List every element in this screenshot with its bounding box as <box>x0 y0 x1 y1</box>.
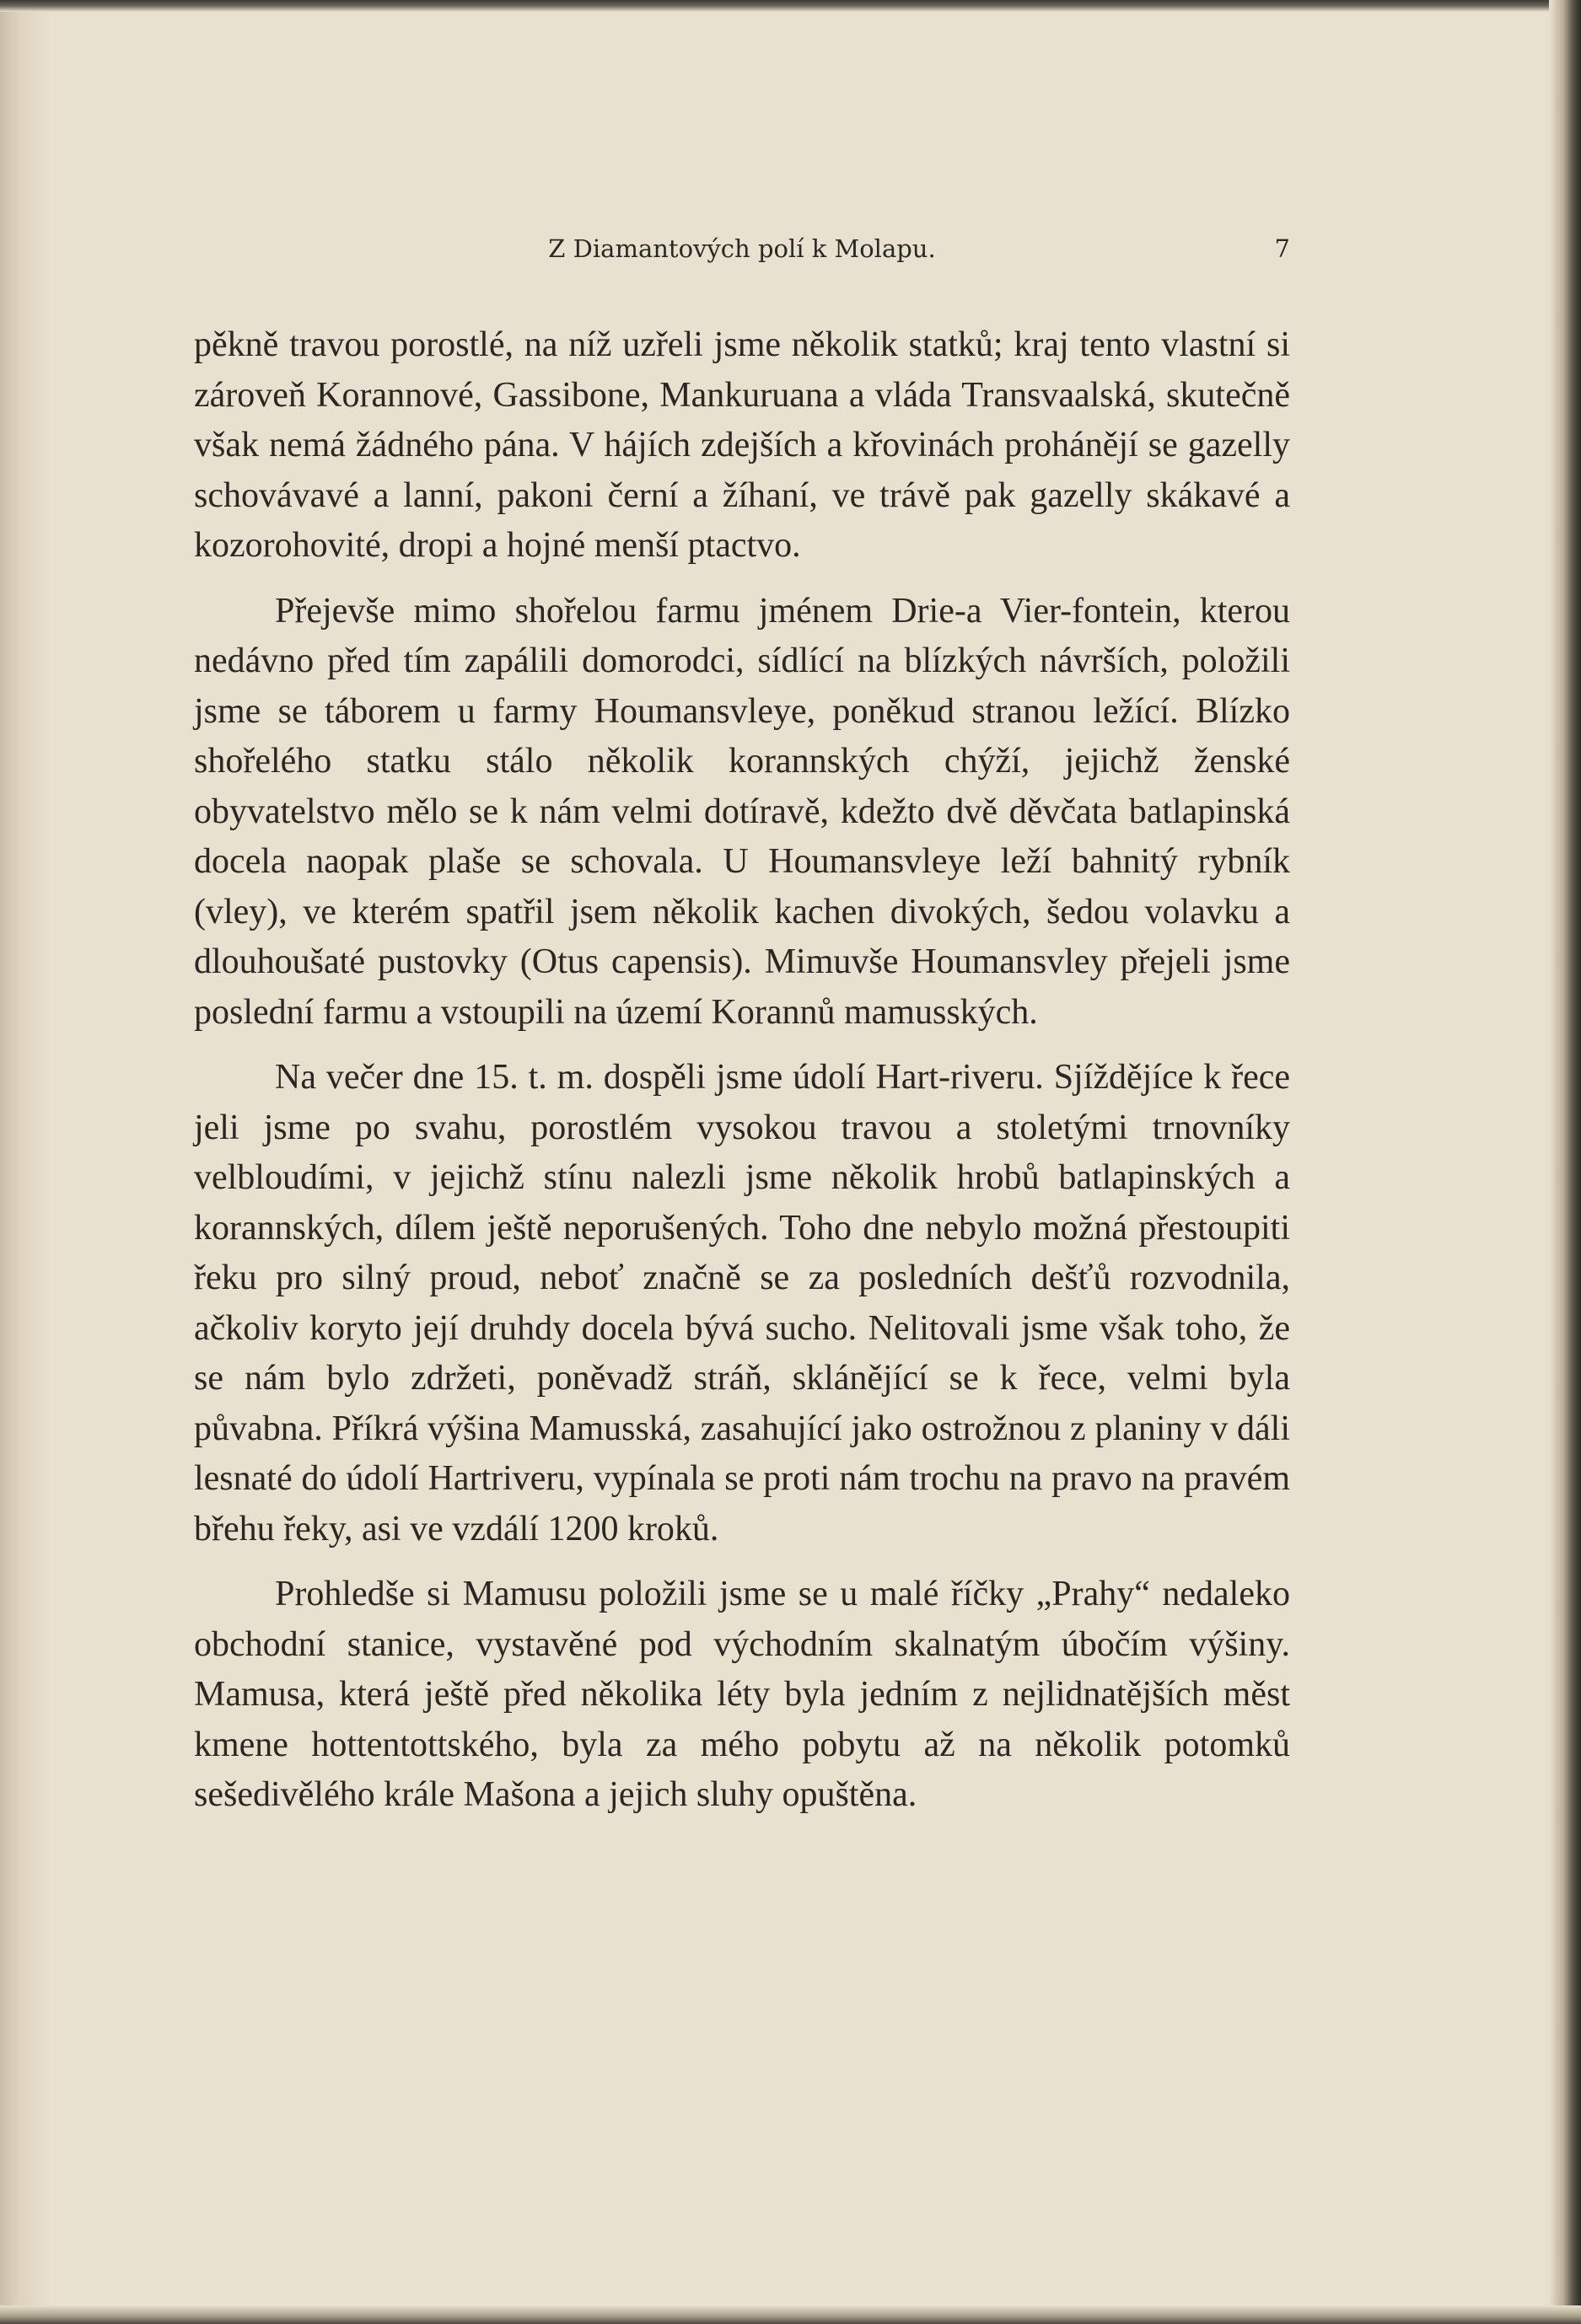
page-right-edge <box>1549 0 1581 2324</box>
paragraph: Přejevše mimo shořelou farmu jménem Drie-a Vier-fontein, kterou nedávno před tím zapálili domorodci, sídlící na blízkých návrších, položili jsme se táborem u farmy Houmansvleye, poněkud stranou ležící. Blízko shořelého statku stálo několik korannských chýží, jejichž ženské obyvatelstvo mělo se k nám velmi dotíravě, kdežto dvě děvčata batlapinská docela naopak plaše se schovala. U Houmansvleye leží bahnitý rybník (vley), ve kterém spatřil jsem několik kachen divokých, šedou volavku a dlouhoušaté pustovky (Otus capensis). Mimuvše Houmansvley přejeli jsme poslední farmu a vstoupili na území Korannů mamusských. <box>194 591 1290 1032</box>
page-number: 7 <box>1274 234 1290 263</box>
paragraph-continued: pěkně travou porostlé, na níž uzřeli jsme několik statků; kraj tento vlastní si zároveň Korannové, Gassibone, Mankuruana a vláda Transvaalská, skutečně však nemá žádného pána. V hájích zdejších a křovinách prohánějí se gazelly schovávavé a lanní, pakoni černí a žíhaní, ve trávě pak gazelly skákavé a kozorohovité, dropi a hojné menší ptactvo. <box>194 325 1290 565</box>
page-gutter-shadow <box>0 0 51 2324</box>
paragraph: Prohledše si Mamusu položili jsme se u malé říčky „Prahy“ nedaleko obchodní stanice, vystavěné pod východním skalnatým úbočím výšiny. Mamusa, která ještě před několika léty byla jedním z nejlidnatějších měst kmene hottentottského, byla za mého pobytu až na několik potomků sešedivělého krále Mašona a jejich sluhy opuštěna. <box>194 1575 1290 1814</box>
running-title: Z Diamantových polí k Molapu. <box>548 234 936 263</box>
page-top-edge <box>0 0 1581 12</box>
running-head <box>194 234 1290 270</box>
body-text <box>194 320 1290 1836</box>
paragraph: Na večer dne 15. t. m. dospěli jsme údolí Hart-riveru. Sjíždějíce k řece jeli jsme po svahu, porostlém vysokou travou a stoletými trnovníky velbloudími, v jejichž stínu nalezli jsme několik hrobů batlapinských a korannských, dílem ještě neporušených. Toho dne nebylo možná přestoupiti řeku pro silný proud, neboť značně se za posledních dešťů rozvodnila, ačkoliv koryto její druhdy docela bývá sucho. Nelitovali jsme však toho, že se nám bylo zdržeti, poněvadž stráň, sklánějící se k řece, velmi byla půvabna. Příkrá výšina Mamusská, zasahující jako ostrožnou z planiny v dáli lesnaté do údolí Hartriveru, vypínala se proti nám trochu na pravo na pravém břehu řeky, asi ve vzdálí 1200 kroků. <box>194 1058 1290 1548</box>
page-bottom-edge <box>0 2305 1581 2324</box>
